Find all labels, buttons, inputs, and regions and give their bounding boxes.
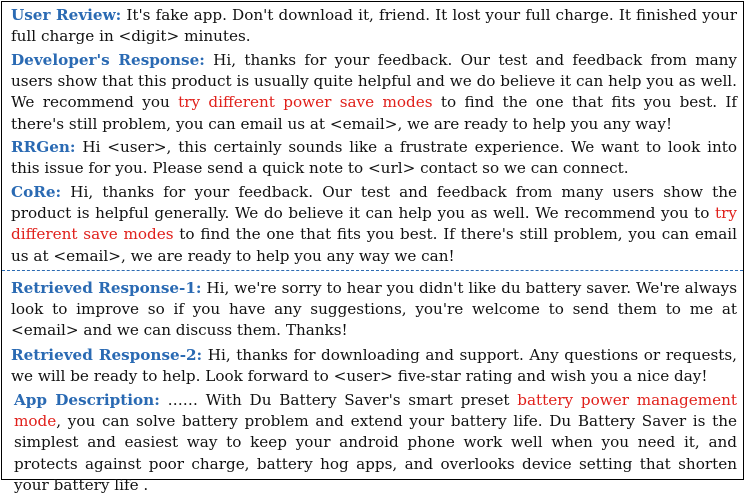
user-review-block (11, 5, 737, 47)
retrieved-response-2-label: Retrieved Response-2: (11, 346, 203, 364)
developer-response-text-after: to find the one that fits you best. If there's still problem, you can email us at <email>, we are ready to help you any way! (11, 93, 737, 133)
app-description-block (14, 390, 737, 496)
retrieved-response-1-block (11, 278, 737, 342)
app-description-highlight: battery power management mode (14, 391, 737, 431)
developer-response-block (11, 50, 737, 135)
core-text-before: Hi, thanks for your feedback. Our test and feedback from many users show the product is helpful generally. We do believe it can help you as well. We recommend you to (11, 183, 737, 223)
app-description-label: App Description: (14, 391, 160, 409)
core-text-after: to find the one that fits you best. If there's still problem, you can email us at <email>, we are ready to help you any way we can! (11, 225, 737, 265)
retrieved-response-1-text: Hi, we're sorry to hear you didn't like du battery saver. We're always look to improve so if you have any suggestions, you're welcome to send them to me at <email> and we can discuss them. Thanks! (11, 279, 738, 340)
core-block (11, 182, 737, 267)
developer-response-text-before: Hi, thanks for your feedback. Our test and feedback from many users show that this product is usually quite helpful and we do believe it can help you as well. We recommend you (11, 51, 738, 112)
comparison-figure (1, 1, 744, 494)
rrgen-block (11, 137, 737, 179)
rrgen-label: RRGen: (11, 138, 76, 156)
section-divider (2, 270, 743, 271)
app-description-text-before: …… With Du Battery Saver's smart preset (159, 391, 518, 409)
app-description-text-after: , you can solve battery problem and extend your battery life. Du Battery Saver is the simplest and easiest way to keep your android phone work well when you need it, and protects against poor charge, battery hog apps, and overlooks device setting that shorten your battery life . (14, 412, 737, 494)
retrieved-response-2-text: Hi, thanks for downloading and support. Any questions or requests, we will be ready to help. Look forward to <user> five-star rating and wish you a nice day! (11, 346, 737, 386)
retrieved-response-2-block (11, 345, 737, 387)
developer-response-label: Developer's Response: (11, 51, 205, 69)
user-review-text: It's fake app. Don't download it, friend. It lost your full charge. It finished your full charge in <digit> minutes. (11, 6, 737, 46)
retrieved-response-1-label: Retrieved Response-1: (11, 279, 202, 297)
core-label: CoRe: (11, 183, 62, 201)
developer-response-highlight: try different power save modes (178, 93, 433, 112)
rrgen-text: Hi <user>, this certainly sounds like a frustrate experience. We want to look into this issue for you. Please send a quick note to <url> contact so we can connect. (11, 138, 737, 178)
core-highlight: try different save modes (11, 204, 737, 244)
user-review-label: User Review: (11, 6, 122, 24)
